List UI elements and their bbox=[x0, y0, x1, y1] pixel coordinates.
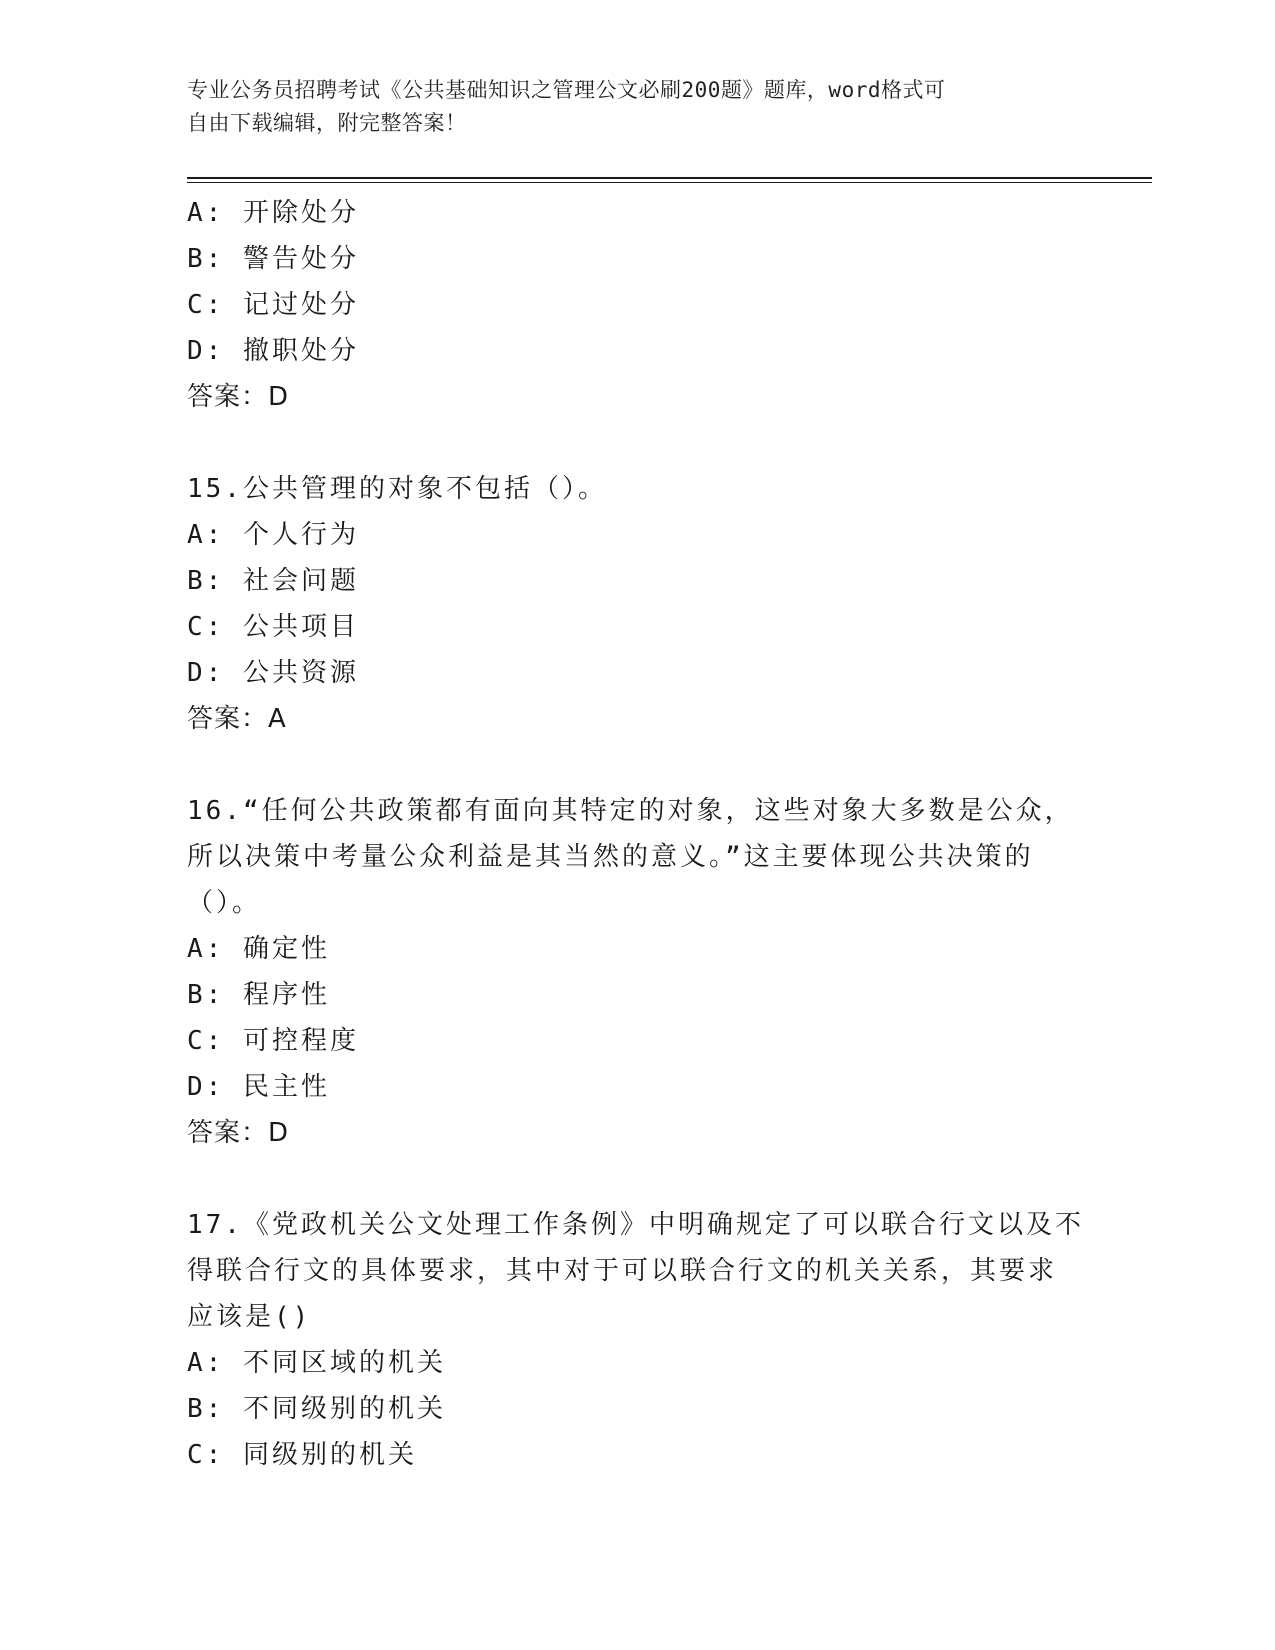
option-a: A: 不同区域的机关 bbox=[187, 1348, 446, 1378]
question-stem-line-2: 所以决策中考量公众利益是其当然的意义。”这主要体现公共决策的 bbox=[187, 842, 1034, 872]
question-stem-line-3: （）。 bbox=[187, 888, 262, 918]
answer-line: 答案：D bbox=[187, 382, 290, 412]
header-divider-thick bbox=[187, 177, 1152, 179]
option-c: C: 记过处分 bbox=[187, 290, 359, 320]
option-d: D: 公共资源 bbox=[187, 658, 359, 688]
question-list bbox=[187, 190, 1087, 1478]
option-c: C: 公共项目 bbox=[187, 612, 359, 642]
header-line-1: 专业公务员招聘考试《公共基础知识之管理公文必刷200题》题库，word格式可 bbox=[187, 78, 946, 102]
spacer bbox=[187, 420, 1087, 466]
option-b: B: 警告处分 bbox=[187, 244, 359, 274]
header-divider-thin bbox=[187, 182, 1152, 183]
option-a: A: 个人行为 bbox=[187, 520, 359, 550]
answer-line: 答案：A bbox=[187, 704, 287, 734]
header-line-2: 自由下载编辑，附完整答案！ bbox=[187, 111, 467, 135]
option-c: C: 可控程度 bbox=[187, 1026, 359, 1056]
document-header bbox=[187, 74, 1067, 140]
option-d: D: 民主性 bbox=[187, 1072, 330, 1102]
question-stem: 15.公共管理的对象不包括（）。 bbox=[187, 474, 607, 504]
question-stem-line-2: 得联合行文的具体要求，其中对于可以联合行文的机关关系，其要求 bbox=[187, 1256, 1058, 1286]
question-16 bbox=[187, 788, 1087, 1156]
question-stem-line-1: 16.“任何公共政策都有面向其特定的对象，这些对象大多数是公众， bbox=[187, 796, 1074, 826]
spacer bbox=[187, 742, 1087, 788]
option-b: B: 程序性 bbox=[187, 980, 330, 1010]
option-c: C: 同级别的机关 bbox=[187, 1440, 417, 1470]
answer-line: 答案：D bbox=[187, 1118, 290, 1148]
spacer bbox=[187, 1156, 1087, 1202]
option-a: A: 开除处分 bbox=[187, 198, 359, 228]
option-d: D: 撤职处分 bbox=[187, 336, 359, 366]
question-15 bbox=[187, 466, 1087, 742]
option-b: B: 社会问题 bbox=[187, 566, 359, 596]
question-stem-line-1: 17.《党政机关公文处理工作条例》中明确规定了可以联合行文以及不 bbox=[187, 1210, 1084, 1240]
question-17 bbox=[187, 1202, 1087, 1478]
option-b: B: 不同级别的机关 bbox=[187, 1394, 446, 1424]
option-a: A: 确定性 bbox=[187, 934, 330, 964]
question-stem-line-3: 应该是() bbox=[187, 1302, 312, 1332]
question-14-partial bbox=[187, 190, 1087, 420]
